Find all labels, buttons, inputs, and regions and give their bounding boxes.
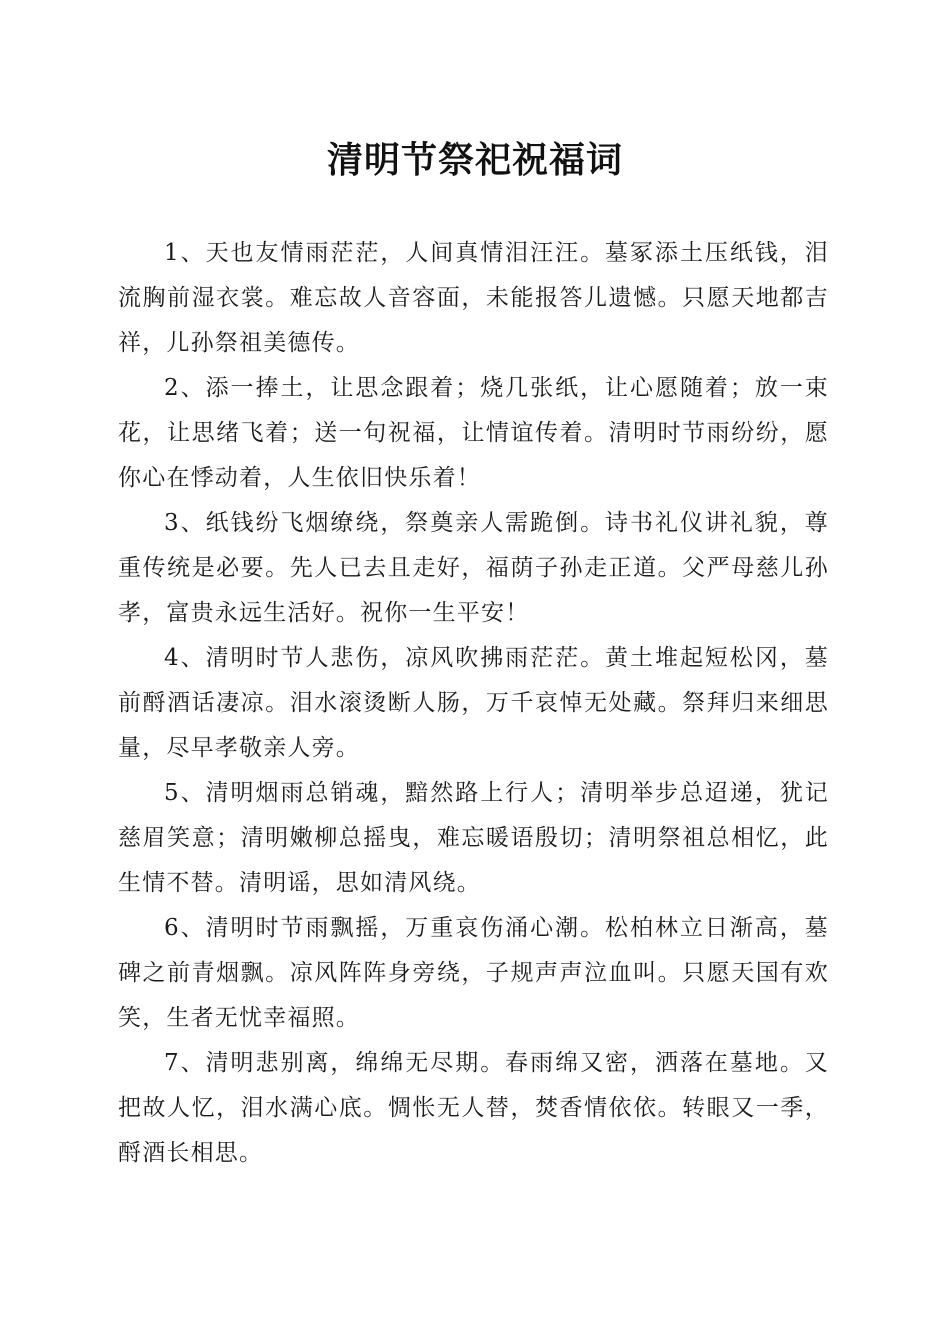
paragraph-5: 5、清明烟雨总销魂，黯然路上行人；清明举步总迢递，犹记慈眉笑意；清明嫩柳总摇曳，难忘暖语殷切；清明祭祖总相忆，此生情不替。清明谣，思如清风绕。 [118,780,829,896]
paragraph-4: 4、清明时节人悲伤，凉风吹拂雨茫茫。黄土堆起短松冈，墓前酹酒话凄凉。泪水滚烫断人肠，万千哀悼无处藏。祭拜归来细思量，尽早孝敬亲人旁。 [118,645,829,761]
document-body [118,231,829,1176]
paragraph-6: 6、清明时节雨飘摇，万重哀伤涌心潮。松柏林立日渐高，墓碑之前青烟飘。凉风阵阵身旁绕，子规声声泣血叫。只愿天国有欢笑，生者无忧幸福照。 [118,915,829,1031]
paragraph-1: 1、天也友情雨茫茫，人间真情泪汪汪。墓冢添土压纸钱，泪流胸前湿衣裳。难忘故人音容面，未能报答儿遗憾。只愿天地都吉祥，儿孙祭祖美德传。 [118,240,829,356]
document-title: 清明节祭祀祝福词 [326,139,623,181]
paragraph-2: 2、添一捧土，让思念跟着；烧几张纸，让心愿随着；放一束花，让思绪飞着；送一句祝福，让情谊传着。清明时节雨纷纷，愿你心在悸动着，人生依旧快乐着！ [118,375,829,491]
paragraph-3: 3、纸钱纷飞烟缭绕，祭奠亲人需跪倒。诗书礼仪讲礼貌，尊重传统是必要。先人已去且走好，福荫子孙走正道。父严母慈儿孙孝，富贵永远生活好。祝你一生平安！ [118,510,829,626]
paragraph-7: 7、清明悲别离，绵绵无尽期。春雨绵又密，洒落在墓地。又把故人忆，泪水满心底。惆怅无人替，焚香情依依。转眼又一季，酹酒长相思。 [118,1050,829,1166]
